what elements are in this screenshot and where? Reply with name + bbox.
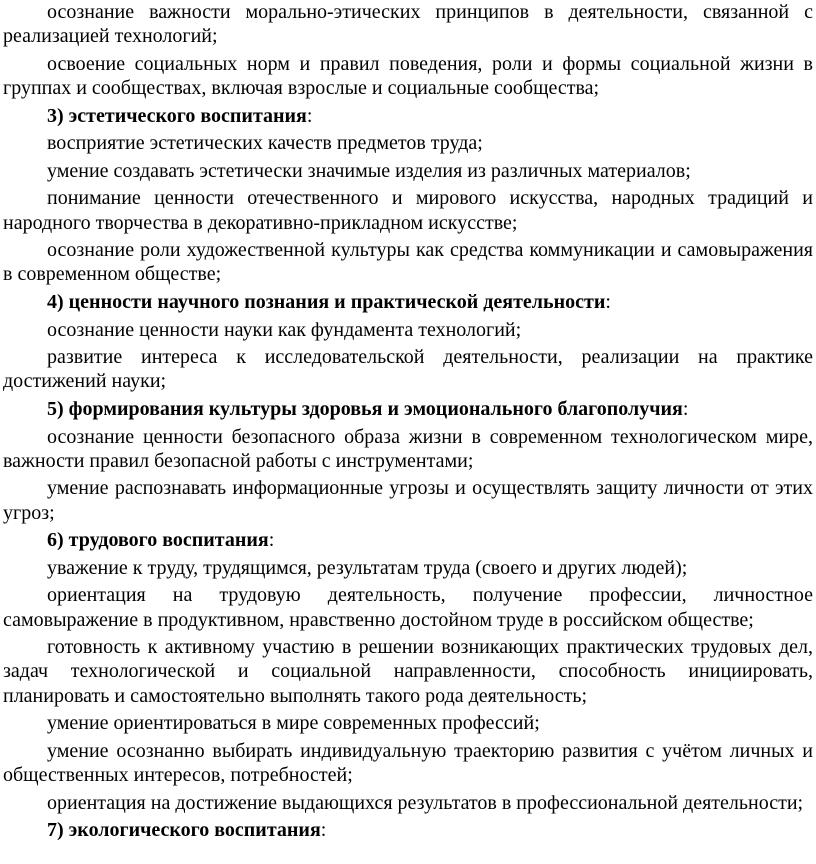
paragraph: осознание ценности безопасного образа жизни в современном технологическом мире, важности правил безопасной работы с инструментами; (3, 425, 813, 472)
section-heading-title: 3) эстетического воспитания (47, 104, 307, 127)
paragraph: осознание роли художественной культуры как средства коммуникации и самовыражения в современном обществе; (3, 239, 813, 286)
section-heading-title: 7) экологического воспитания (47, 819, 321, 842)
section-heading-suffix: : (682, 397, 689, 420)
paragraph: умение осознанно выбирать индивидуальную траекторию развития с учётом личных и общественных интересов, потребностей; (3, 739, 813, 787)
paragraph: готовность к активному участию в решении возникающих практических трудовых дел, задач технологической и социальной направленности, способность инициировать, планировать и самостоятельно выполнять такого рода деятельность; (3, 636, 813, 707)
paragraph: осознание важности морально-этических принципов в деятельности, связанной с реализацией технологий; (3, 1, 813, 48)
paragraph: понимание ценности отечественного и мирового искусства, народных традиций и народного творчества в декоративно-прикладном искусстве; (3, 187, 813, 234)
paragraph: умение ориентироваться в мире современных профессий; (47, 712, 540, 735)
paragraph: восприятие эстетических качеств предметов труда; (47, 132, 483, 155)
section-heading (3, 818, 813, 842)
paragraph: умение распознавать информационные угрозы и осуществлять защиту личности от этих угроз; (3, 477, 813, 524)
section-heading-title: 6) трудового воспитания (47, 529, 269, 552)
section-heading-suffix: : (605, 291, 611, 314)
section-heading-suffix: : (306, 104, 313, 127)
paragraph: ориентация на достижение выдающихся результатов в профессиональной деятельности; (47, 791, 804, 814)
section-heading (3, 104, 813, 128)
paragraph: ориентация на трудовую деятельность, получение профессии, личностное самовыражение в продуктивном, нравственно достойном труде в российском обществе; (3, 584, 813, 631)
paragraph: уважение к труду, трудящимся, результатам труда (своего и других людей); (47, 556, 688, 579)
section-heading-suffix: : (320, 819, 327, 842)
paragraph: умение создавать эстетически значимые изделия из различных материалов; (47, 159, 691, 182)
section-heading-title: 4) ценности научного познания и практической деятельности (47, 291, 606, 314)
section-heading (3, 290, 813, 314)
paragraph: развитие интереса к исследовательской деятельности, реализации на практике достижений науки; (3, 346, 813, 393)
section-heading-title: 5) формирования культуры здоровья и эмоционального благополучия (47, 397, 683, 420)
paragraph: освоение социальных норм и правил поведения, роли и формы социальной жизни в группах и сообществах, включая взрослые и социальные сообщества; (3, 52, 813, 100)
section-heading-suffix: : (268, 529, 275, 552)
section-heading (3, 528, 813, 552)
section-heading (3, 397, 813, 421)
paragraph: осознание ценности науки как фундамента технологий; (47, 318, 522, 341)
